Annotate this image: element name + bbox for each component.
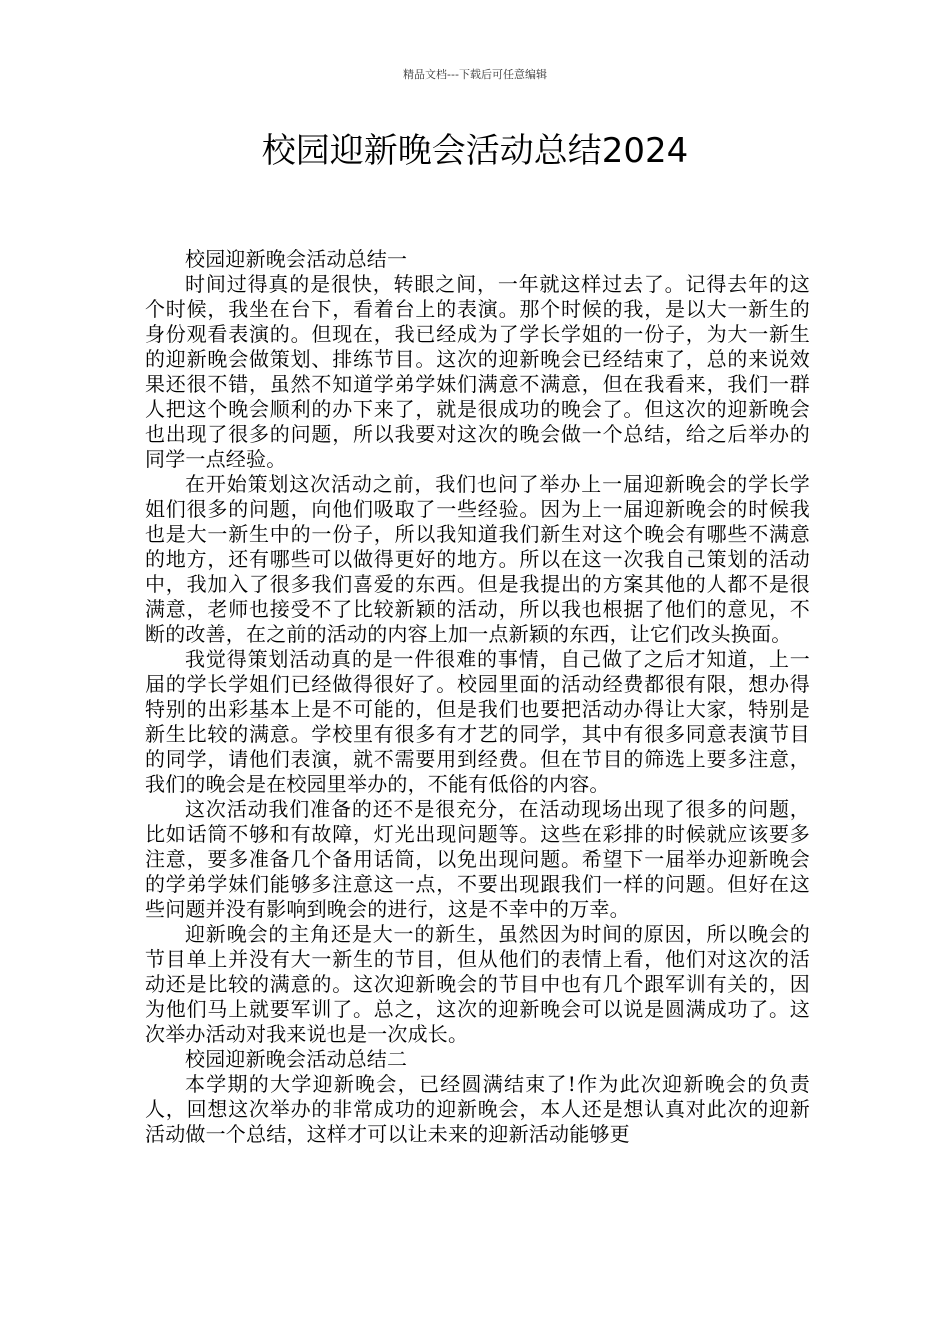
document-title: 校园迎新晚会活动总结2024 [261, 131, 689, 171]
section-1 [145, 247, 810, 1047]
paragraph: 迎新晚会的主角还是大一的新生，虽然因为时间的原因，所以晚会的节目单上并没有大一新生的节目，但从他们的表情上看，他们对这次的活动还是比较的满意的。这次迎新晚会的节目中也有几个跟军训有关的，因为他们马上就要军训了。总之，这次的迎新晚会可以说是圆满成功了。这次举办活动对我来说也是一次成长。 [145, 922, 810, 1046]
paragraph: 这次活动我们准备的还不是很充分，在活动现场出现了很多的问题，比如话筒不够和有故障，灯光出现问题等。这些在彩排的时候就应该要多注意，要多准备几个备用话筒，以免出现问题。希望下一届举办迎新晚会的学弟学妹们能够多注意这一点，不要出现跟我们一样的问题。但好在这些问题并没有影响到晚会的进行，这是不幸中的万幸。 [145, 797, 810, 921]
section-heading: 校园迎新晚会活动总结二 [185, 1047, 408, 1071]
paragraph: 在开始策划这次活动之前，我们也问了举办上一届迎新晚会的学长学姐们很多的问题，向他们吸取了一些经验。因为上一届迎新晚会的时候我也是大一新生中的一份子，所以我知道我们新生对这个晚会有哪些不满意的地方，还有哪些可以做得更好的地方。所以在这一次我自己策划的活动中，我加入了很多我们喜爱的东西。但是我提出的方案其他的人都不是很满意，老师也接受不了比较新颖的活动，所以我也根据了他们的意见，不断的改善，在之前的活动的内容上加一点新颖的东西，让它们改头换面。 [145, 472, 810, 646]
paragraph: 本学期的大学迎新晚会，已经圆满结束了!作为此次迎新晚会的负责人，回想这次举办的非常成功的迎新晚会，本人还是想认真对此次的迎新活动做一个总结，这样才可以让未来的迎新活动能够更 [145, 1072, 810, 1146]
header-note: 精品文档---下载后可任意编辑 [403, 68, 547, 81]
section-2 [145, 1047, 810, 1147]
paragraph: 我觉得策划活动真的是一件很难的事情，自己做了之后才知道，上一届的学长学姐们已经做得很好了。校园里面的活动经费都很有限，想办得特别的出彩基本上是不可能的，但是我们也要把活动办得让大家，特别是新生比较的满意。学校里有很多有才艺的同学，其中有很多同意表演节目的同学，请他们表演，就不需要用到经费。但在节目的筛选上要多注意，我们的晚会是在校园里举办的，不能有低俗的内容。 [145, 647, 810, 796]
document-body [145, 247, 810, 1147]
paragraph: 时间过得真的是很快，转眼之间，一年就这样过去了。记得去年的这个时候，我坐在台下，看着台上的表演。那个时候的我，是以大一新生的身份观看表演的。但现在，我已经成为了学长学姐的一份子，为大一新生的迎新晚会做策划、排练节目。这次的迎新晚会已经结束了，总的来说效果还很不错，虽然不知道学弟学妹们满意不满意，但在我看来，我们一群人把这个晚会顺利的办下来了，就是很成功的晚会了。但这次的迎新晚会也出现了很多的问题，所以我要对这次的晚会做一个总结，给之后举办的同学一点经验。 [145, 272, 810, 471]
section-heading: 校园迎新晚会活动总结一 [185, 247, 408, 271]
